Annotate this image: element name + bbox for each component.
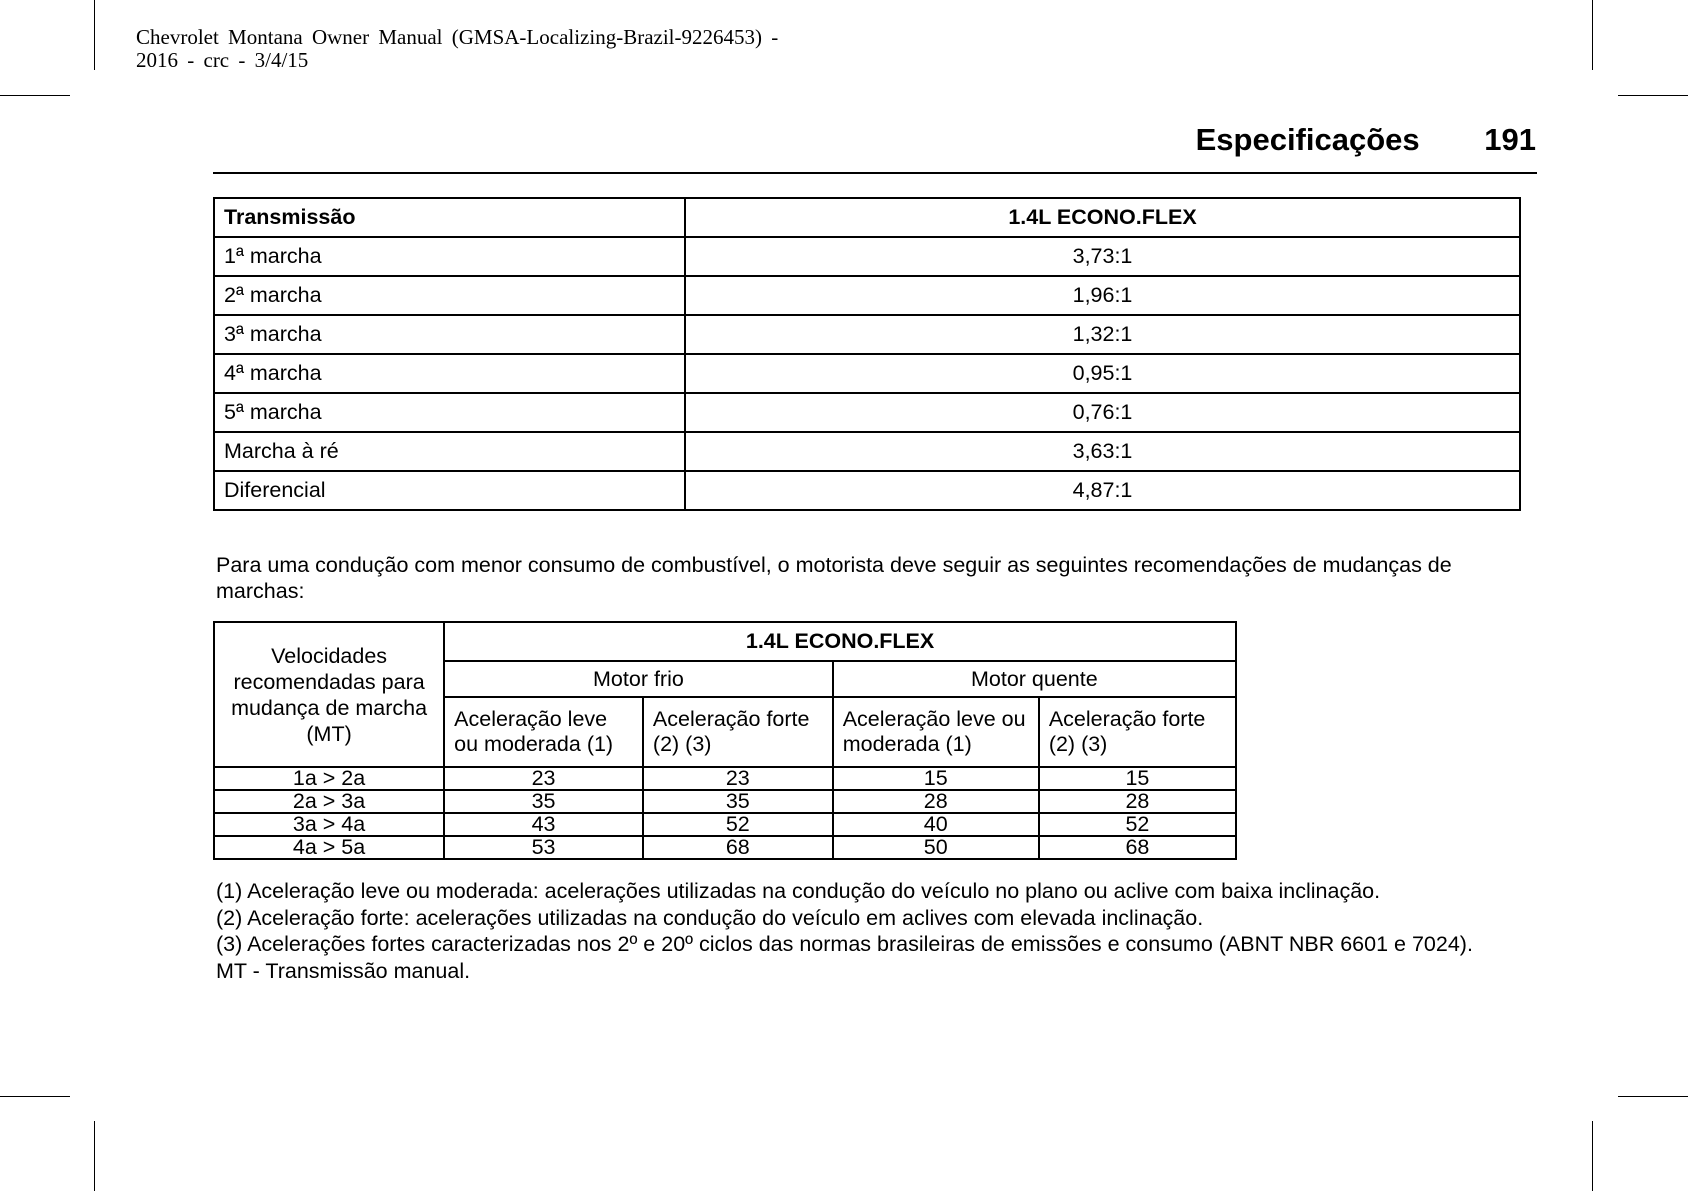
section-title: Especificações [1195,122,1420,157]
ratio-cell: 3,63:1 [685,432,1520,471]
speed-cell: 50 [833,836,1039,859]
speed-cell: 28 [833,790,1039,813]
speed-cell: 23 [444,767,643,790]
table-row [214,790,1236,813]
table-row [214,432,1520,471]
ratio-cell: 1,96:1 [685,276,1520,315]
table-row [214,836,1236,859]
crop-mark [94,1121,95,1191]
table-row [214,813,1236,836]
gear-cell: Diferencial [214,471,685,510]
speed-cell: 52 [1039,813,1236,836]
gear-cell: 1ª marcha [214,237,685,276]
gear-change-cell: 3a > 4a [214,813,444,836]
acceleration-header-cell: Aceleração forte (2) (3) [643,697,833,767]
condition-hot-cell: Motor quente [833,661,1236,697]
speed-cell: 28 [1039,790,1236,813]
table-row [214,315,1520,354]
speed-cell: 35 [643,790,833,813]
ratio-cell: 4,87:1 [685,471,1520,510]
ratio-cell: 0,76:1 [685,393,1520,432]
footnote: MT - Transmissão manual. [216,959,471,984]
speed-cell: 15 [1039,767,1236,790]
speed-cell: 68 [1039,836,1236,859]
gear-cell: 3ª marcha [214,315,685,354]
speed-cell: 68 [643,836,833,859]
gear-change-cell: 2a > 3a [214,790,444,813]
header-cell-transmission: Transmissão [214,198,685,237]
speed-cell: 23 [643,767,833,790]
speed-cell: 53 [444,836,643,859]
table-row [214,471,1520,510]
gear-change-cell: 4a > 5a [214,836,444,859]
page-number: 191 [1484,122,1536,157]
table-header-row [214,198,1520,237]
crop-mark [1618,95,1688,96]
gear-cell: 4ª marcha [214,354,685,393]
gear-change-cell: 1a > 2a [214,767,444,790]
ratio-cell: 1,32:1 [685,315,1520,354]
print-header-line2: 2016 - crc - 3/4/15 [136,48,309,72]
row-header-cell: Velocidades recomendadas para mudança de marcha (MT) [214,622,444,767]
intro-paragraph: Para uma condução com menor consumo de combustível, o motorista deve seguir as seguintes recomendações de mudanças de marchas: [216,553,1452,603]
gear-cell: 5ª marcha [214,393,685,432]
speed-cell: 52 [643,813,833,836]
footnote: (3) Acelerações fortes caracterizadas nos 2º e 20º ciclos das normas brasileiras de emissões e consumo (ABNT NBR 6601 e 7024). [216,932,1473,957]
speed-cell: 40 [833,813,1039,836]
footnote: (1) Aceleração leve ou moderada: acelerações utilizadas na condução do veículo no plano ou aclive com baixa inclinação. [216,879,1381,903]
speed-cell: 43 [444,813,643,836]
shift-speed-table [213,621,1237,860]
transmission-table [213,197,1521,511]
condition-cold-cell: Motor frio [444,661,833,697]
acceleration-header-cell: Aceleração forte (2) (3) [1039,697,1236,767]
footnotes [216,878,1546,985]
acceleration-header-cell: Aceleração leve ou moderada (1) [833,697,1039,767]
gear-cell: 2ª marcha [214,276,685,315]
header-rule [213,172,1537,174]
print-header-line1: Chevrolet Montana Owner Manual (GMSA-Localizing-Brazil-9226453) - [136,25,779,49]
ratio-cell: 0,95:1 [685,354,1520,393]
speed-cell: 35 [444,790,643,813]
table-row [214,354,1520,393]
motor-header-cell: 1.4L ECONO.FLEX [444,622,1236,661]
footnote: (2) Aceleração forte: acelerações utilizadas na condução do veículo em aclives com elevada inclinação. [216,905,1204,930]
crop-mark [0,1096,70,1097]
ratio-cell: 3,73:1 [685,237,1520,276]
crop-mark [1592,1121,1593,1191]
table-row [214,393,1520,432]
crop-mark [1592,0,1593,70]
table-row [214,767,1236,790]
crop-mark [94,0,95,70]
acceleration-header-cell: Aceleração leve ou moderada (1) [444,697,643,767]
header-cell-engine: 1.4L ECONO.FLEX [685,198,1520,237]
crop-mark [0,95,70,96]
table-row [214,237,1520,276]
gear-cell: Marcha à ré [214,432,685,471]
running-head [1196,122,1536,158]
table-header-row [214,622,1236,661]
table-row [214,276,1520,315]
crop-mark [1618,1096,1688,1097]
print-header [136,26,896,72]
speed-cell: 15 [833,767,1039,790]
